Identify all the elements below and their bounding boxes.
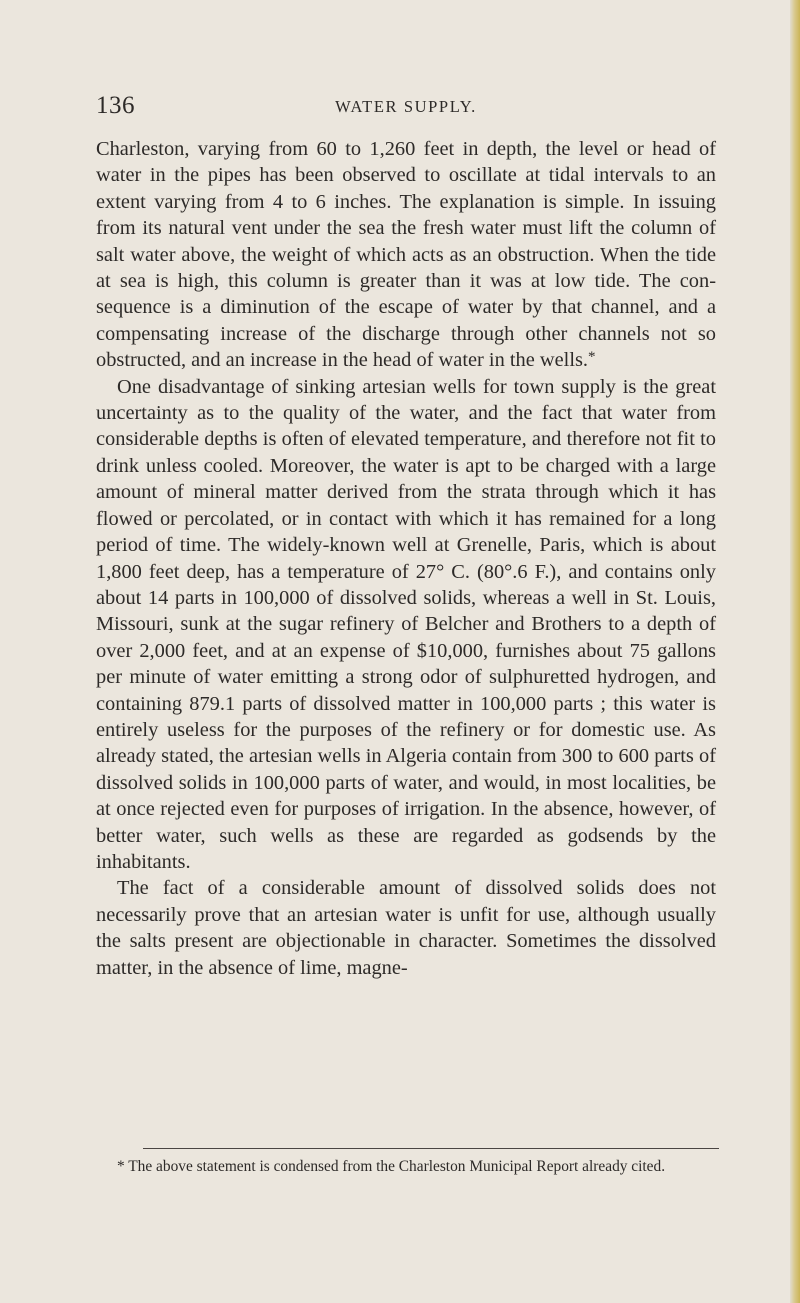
footnote: * The above statement is condensed from the Charleston Municipal Report already cited.	[117, 1158, 666, 1175]
paragraph-3	[96, 875, 716, 981]
page-number: 136	[96, 92, 135, 119]
paragraph-1-text: Charleston, varying from 60 to 1,260 feet in depth, the level or head of water in the pipes has been observed to oscillate at tidal intervals to an extent varying from 4 to 6 inches. The explanation is simple. In issuing from its natural vent under the sea the fresh water must lift the column of salt water above, the weight of which acts as an obstruction. When the tide at sea is high, this column is greater than it was at low tide. The consequence is a diminution of the escape of water by that channel, and a compensating increase of the discharge through other channels not so obstructed, and an increase in the head of water in the wells.	[96, 138, 716, 372]
paragraph-1	[96, 136, 716, 374]
page-header	[96, 92, 716, 122]
footnote-divider	[143, 1148, 719, 1149]
page-edge	[790, 0, 800, 1303]
paragraph-3-text: The fact of a considerable amount of dissolved solids does not necessarily prove that an artesian water is unfit for use, although usually the salts present are objectionable in character. Sometimes the dissolved matter, in the absence of lime, magne-	[96, 877, 716, 979]
running-head: WATER SUPPLY.	[335, 97, 477, 116]
paragraph-2-text: One disadvantage of sinking artesian wells for town supply is the great uncertainty as to the quality of the water, and the fact that water from considerable depths is often of elevated temperature, and therefore not fit to drink unless cooled. Moreover, the water is apt to be charged with a large amount of mineral matter derived from the strata through which it has flowed or percolated, or in contact with which it has remained for a long period of time. The widely-known well at Grenelle, Paris, which is about 1,800 feet deep, has a temperature of 27° C. (80°.6 F.), and contains only about 14 parts in 100,000 of dissolved solids, whereas a well in St. Louis, Missouri, sunk at the sugar refinery of Belcher and Brothers to a depth of over 2,000 feet, and at an expense of $10,000, furnishes about 75 gallons per minute of water emitting a strong odor of sulphuretted hydrogen, and containing 879.1 parts of dissolved matter in 100,000 parts ; this water is entirely useless for the purposes of the refinery or for domestic use. As already stated, the artesian wells in Algeria contain from 300 to 600 parts of dissolved solids in 100,000 parts of water, and would, in most localities, be at once rejected even for purposes of irrigation. In the absence, however, of better water, such wells as these are regarded as godsends by the inhabitants.	[96, 375, 716, 873]
footnote-reference-mark[interactable]: *	[588, 349, 596, 366]
paragraph-2	[96, 374, 716, 876]
body-text	[96, 136, 716, 981]
